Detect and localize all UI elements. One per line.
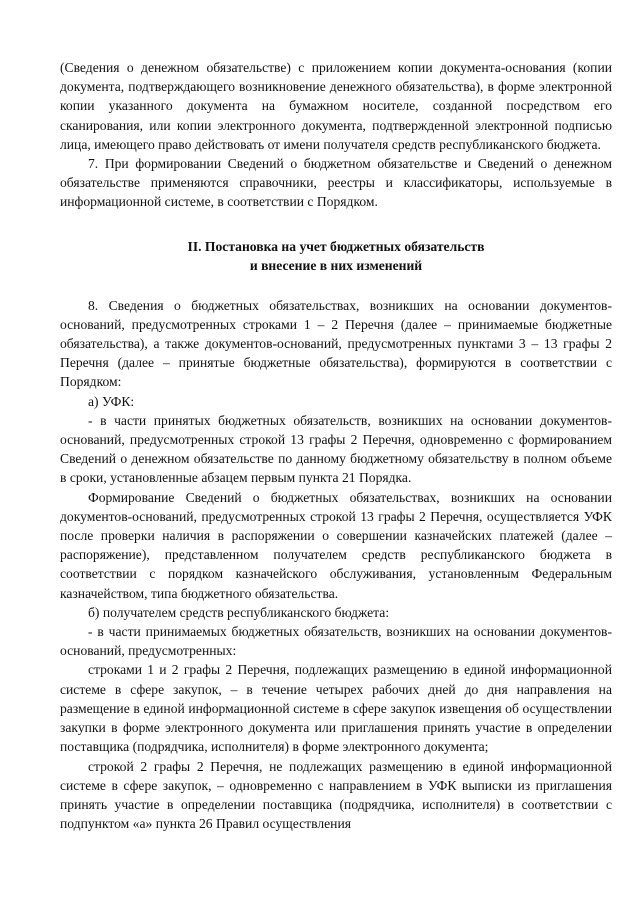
- paragraph: б) получателем средств республиканского бюджета:: [88, 604, 390, 620]
- paragraph: Формирование Сведений о бюджетных обязательствах, возникших на основании документов-оснований, предусмотренных строкой 13 графы 2 Перечня, осуществляется УФК после проверки наличия в распоряжении о совершении казначейских платежей (далее – распоряжение), представленном получателем средств республиканского бюджета в соответствии с порядком казначейского обслуживания, установленным Федеральным казначейством, типа бюджетного обязательства.: [60, 489, 612, 601]
- paragraph: 8. Сведения о бюджетных обязательствах, возникших на основании документов-оснований, предусмотренных строками 1 – 2 Перечня (далее – принимаемые бюджетные обязательства), а также документов-оснований, предусмотренных пунктами 3 – 13 графы 2 Перечня (далее – принятые бюджетные обязательства), формируются в соответствии с Порядком:: [60, 297, 612, 390]
- section-heading: [60, 237, 612, 275]
- paragraph: - в части принятых бюджетных обязательств, возникших на основании документов-оснований, предусмотренных строкой 13 графы 2 Перечня, одновременно с формированием Сведений о денежном обязательстве по данному бюджетному обязательству в полном объеме в сроки, установленные абзацем первым пункта 21 Порядка.: [60, 412, 612, 486]
- section-heading-line: II. Постановка на учет бюджетных обязательств: [187, 238, 485, 254]
- section-heading-line: и внесение в них изменений: [249, 257, 423, 273]
- document-body: [60, 58, 612, 833]
- paragraph: 7. При формировании Сведений о бюджетном обязательстве и Сведений о денежном обязательстве применяются справочники, реестры и классификаторы, используемые в информационной системе, в соответствии с Порядком.: [60, 156, 612, 210]
- paragraph: - в части принимаемых бюджетных обязательств, возникших на основании документов-оснований, предусмотренных:: [60, 624, 612, 659]
- paragraph: строкой 2 графы 2 Перечня, не подлежащих размещению в единой информационной системе в сфере закупок, – одновременно с направлением в УФК выписки из приглашения принять участие в определении поставщика (подрядчика, исполнителя) в соответствии с подпунктом «а» пункта 26 Правил осуществления: [60, 758, 612, 832]
- paragraph: строками 1 и 2 графы 2 Перечня, подлежащих размещению в единой информационной системе в сфере закупок, – в течение четырех рабочих дней до дня направления на размещение в единой информационной системе в сфере закупок извещения об осуществлении закупки в форме электронного документа или приглашения принять участие в определении поставщика (подрядчика, исполнителя) в форме электронного документа;: [60, 662, 612, 755]
- paragraph: а) УФК:: [88, 393, 135, 409]
- paragraph: (Сведения о денежном обязательстве) с приложением копии документа-основания (копии документа, подтверждающего возникновение денежного обязательства), в форме электронной копии указанного документа на бумажном носителе, созданной посредством его сканирования, или копии электронного документа, подтвержденной электронной подписью лица, имеющего право действовать от имени получателя средств республиканского бюджета.: [60, 60, 612, 152]
